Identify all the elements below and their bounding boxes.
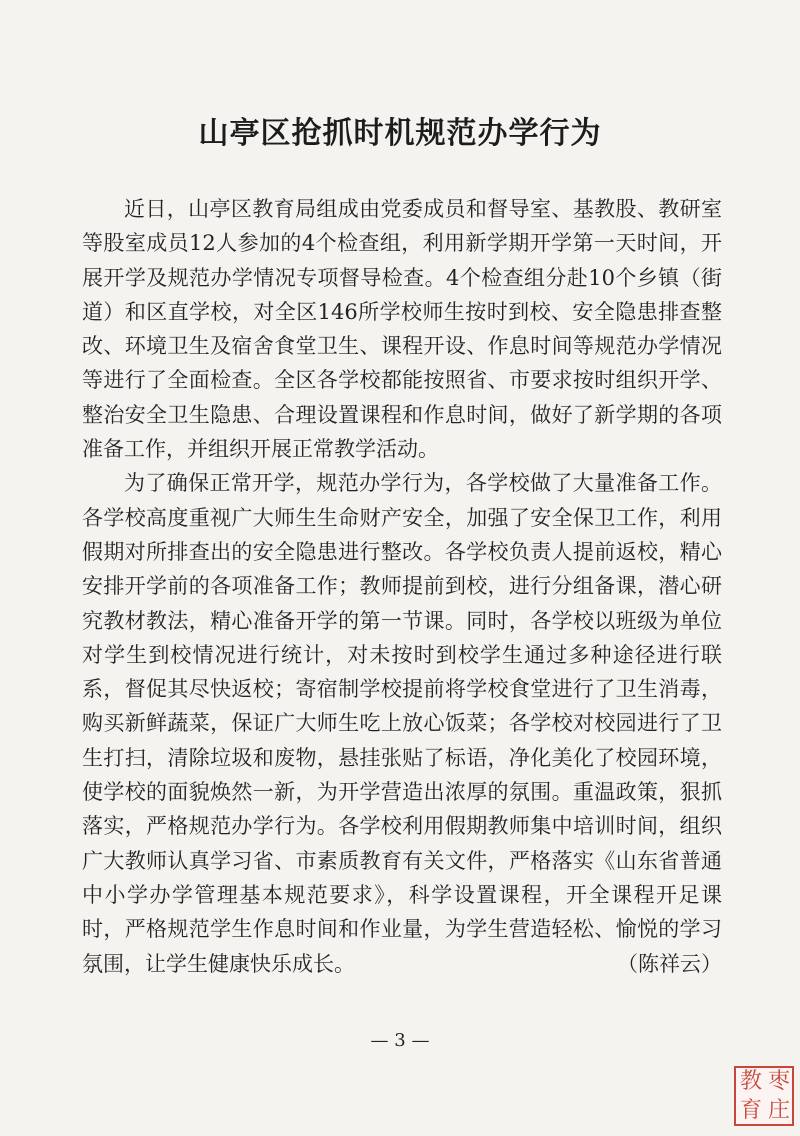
page-number: — 3 — — [370, 1030, 430, 1051]
watermark-stamp — [734, 1066, 794, 1126]
article-title: 山亭区抢抓时机规范办学行为 — [198, 116, 602, 151]
stamp-char-1: 枣 — [767, 1069, 790, 1094]
author-credit: （陈祥云） — [617, 951, 722, 976]
paragraph-2-text: 为了确保正常开学，规范办学行为，各学校做了大量准备工作。各学校高度重视广大师生生命财产安全，加强了安全保卫工作，利用假期对所排查出的安全隐患进行整改。各学校负责人提前返校，精心安排开学前的各项准备工作；教师提前到校，进行分组备课，潜心研究教材教法，精心准备开学的第一节课。同时，各学校以班级为单位对学生到校情况进行统计，对未按时到校学生通过多种途径进行联系，督促其尽快返校；寄宿制学校提前将学校食堂进行了卫生消毒，购买新鲜蔬菜，保证广大师生吃上放心饭菜；各学校对校园进行了卫生打扫，清除垃圾和废物，悬挂张贴了标语，净化美化了校园环境，使学校的面貌焕然一新，为开学营造出浓厚的氛围。重温政策，狠抓落实，严格规范办学行为。各学校利用假期教师集中培训时间，组织广大教师认真学习省、市素质教育有关文件，严格落实《山东省普通中小学办学管理基本规范要求》，科学设置课程，开全课程开足课时，严格规范学生作息时间和作业量，为学生营造轻松、愉悦的学习氛围，让学生健康快乐成长。 — [82, 471, 722, 976]
paragraph-2 — [82, 466, 722, 980]
stamp-char-2: 庄 — [767, 1098, 790, 1123]
stamp-char-4: 育 — [739, 1098, 762, 1123]
stamp-char-3: 教 — [739, 1069, 762, 1094]
article-body — [82, 192, 722, 981]
paragraph-1: 近日，山亭区教育局组成由党委成员和督导室、基教股、教研室等股室成员12人参加的4个检查组，利用新学期开学第一天时间，开展开学及规范办学情况专项督导检查。4个检查组分赴10个乡镇（街道）和区直学校，对全区146所学校师生按时到校、安全隐患排查整改、环境卫生及宿舍食堂卫生、课程开设、作息时间等规范办学情况等进行了全面检查。全区各学校都能按照省、市要求按时组织开学、整治安全卫生隐患、合理设置课程和作息时间，做好了新学期的各项准备工作，并组织开展正常教学活动。 — [82, 197, 722, 462]
